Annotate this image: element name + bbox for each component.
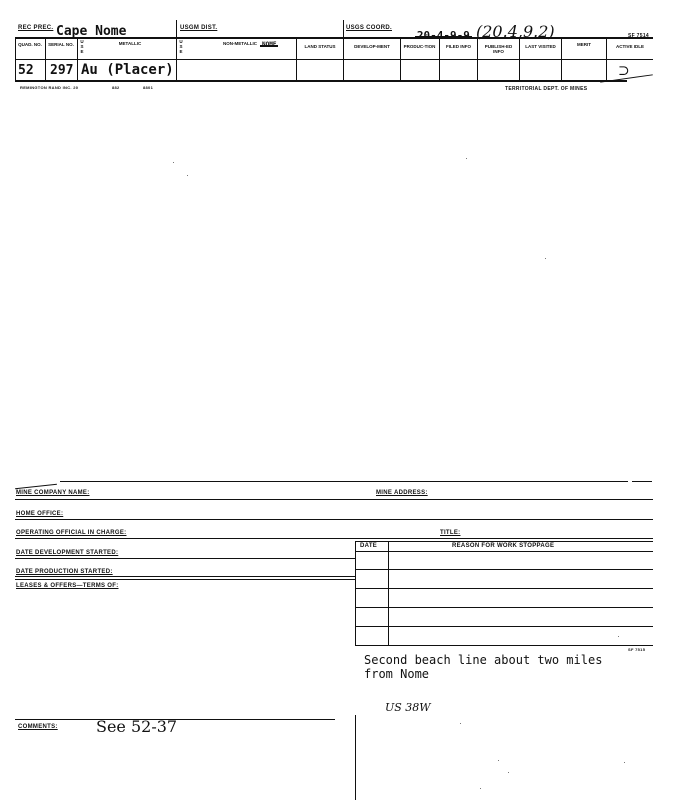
card-top-edge [60,481,628,482]
rule-stoppage-row3 [355,607,653,608]
usgs-coord-label: USGS COORD. [346,25,392,31]
rule-date-prod-double [15,579,355,580]
vrule-dev [400,37,401,80]
date-col-header: DATE [360,543,378,549]
rule-top-bottom [15,80,627,82]
mine-company-name-label: MINE COMPANY NAME: [16,490,90,496]
scan-speck [498,760,499,761]
title-label: TITLE: [440,530,461,536]
location-note [364,653,602,681]
form-number-bottom: SF 7515 [628,647,646,652]
comments-value: See 52-37 [96,717,178,736]
date-prod-label: DATE PRODUCTION STARTED: [16,569,113,575]
rule-stoppage-row2 [355,588,653,589]
rule-top-columns [15,59,653,60]
vrule-last [561,37,562,80]
col-quad-no: QUAD. NO. [18,42,42,47]
col-filed-info: FILED INFO [446,44,471,49]
row-active-mark: ⊃ [618,63,630,79]
vrule-pub [519,37,520,80]
dept-name: TERRITORIAL DEPT. OF MINES [505,86,588,92]
printer-code-b: 8801 [143,85,154,90]
operating-official-label: OPERATING OFFICIAL IN CHARGE: [16,530,127,536]
top-card [0,0,678,92]
rule-stoppage-top [355,541,653,542]
col-serial-no: SERIAL NO. [48,42,74,47]
location-note-line2: from Nome [364,667,430,681]
rule-operating-official [15,538,653,539]
col-non-metallic: NON-METALLIC [223,41,257,46]
scan-speck [508,772,509,773]
home-office-label: HOME OFFICE: [16,511,64,517]
hand-note: US 38W [385,701,431,714]
vrule-metallic [176,20,177,80]
card-top-edge-right [632,481,652,482]
row-metallic-value: Au (Placer) [81,62,174,78]
vrule-nonmetallic [296,37,297,80]
rule-date-prod [15,576,355,577]
col-metallic: METALLIC [118,41,142,46]
comments-label: COMMENTS: [18,724,58,730]
rule-date-dev [15,558,355,559]
vrule-notes-bottom [355,715,356,800]
vrule-prod [439,37,440,80]
vrule-serial [77,37,78,80]
col-use-nonmetallic: USE [179,39,183,54]
rule-home-office [15,519,653,520]
vrule-stoppage-left [355,541,356,646]
rule-stoppage-bottom [355,645,653,646]
scan-speck [460,723,461,724]
col-development: DEVELOP-MENT [354,44,390,49]
col-merit: MERIT [577,42,591,47]
usgs-coord-struck: 20-4-9-9 [416,29,470,42]
printer-code-a: 882 [112,85,120,90]
scan-speck [545,258,546,259]
usgm-dist-label: USGM DIST. [180,25,218,31]
scan-speck [618,636,619,637]
col-last-visited: LAST VISITED [525,44,556,49]
col-published-info: PUBLISH-ED INFO [484,44,513,54]
reason-col-header: REASON FOR WORK STOPPAGE [452,543,555,549]
rec-prec-value: Cape Nome [56,24,127,39]
vrule-filed [477,37,478,80]
scan-speck [480,788,481,789]
mine-address-label: MINE ADDRESS: [376,490,428,496]
col-active-idle: ACTIVE IDLE [615,44,644,49]
row-serial-value: 297 [50,63,74,78]
usgs-coord-value: (20.4,9.2) [476,22,555,41]
printer-mark: REMINGTON RAND INC. 20 [20,85,79,90]
scan-speck [187,175,188,176]
scan-speck [173,162,174,163]
col-land-status: LAND STATUS [304,44,336,49]
scan-speck [624,762,625,763]
rule-mine-company [15,499,653,500]
rule-stoppage-row4 [355,626,653,627]
col-use-metallic: USE [80,39,84,54]
rule-top-header [15,37,653,39]
rule-comments-top [15,719,335,720]
vrule-land [343,20,344,80]
location-note-line1: Second beach line about two miles [364,653,603,667]
form-number-top: SF 7514 [628,33,650,39]
usgm-dist-value: NOME [262,41,277,48]
rec-prec-label: REC PREC. [18,25,54,31]
date-dev-label: DATE DEVELOPMENT STARTED: [16,550,119,556]
scan-speck [466,158,467,159]
col-production: PRODUC-TION [403,44,436,49]
vrule-merit [606,37,607,80]
rule-stoppage-header [355,551,653,552]
row-quad-value: 52 [18,63,34,78]
leases-label: LEASES & OFFERS—TERMS OF: [16,583,119,589]
card-top-edge-left [15,484,57,489]
vrule-stoppage-date [388,541,389,646]
rule-stoppage-row1 [355,569,653,570]
